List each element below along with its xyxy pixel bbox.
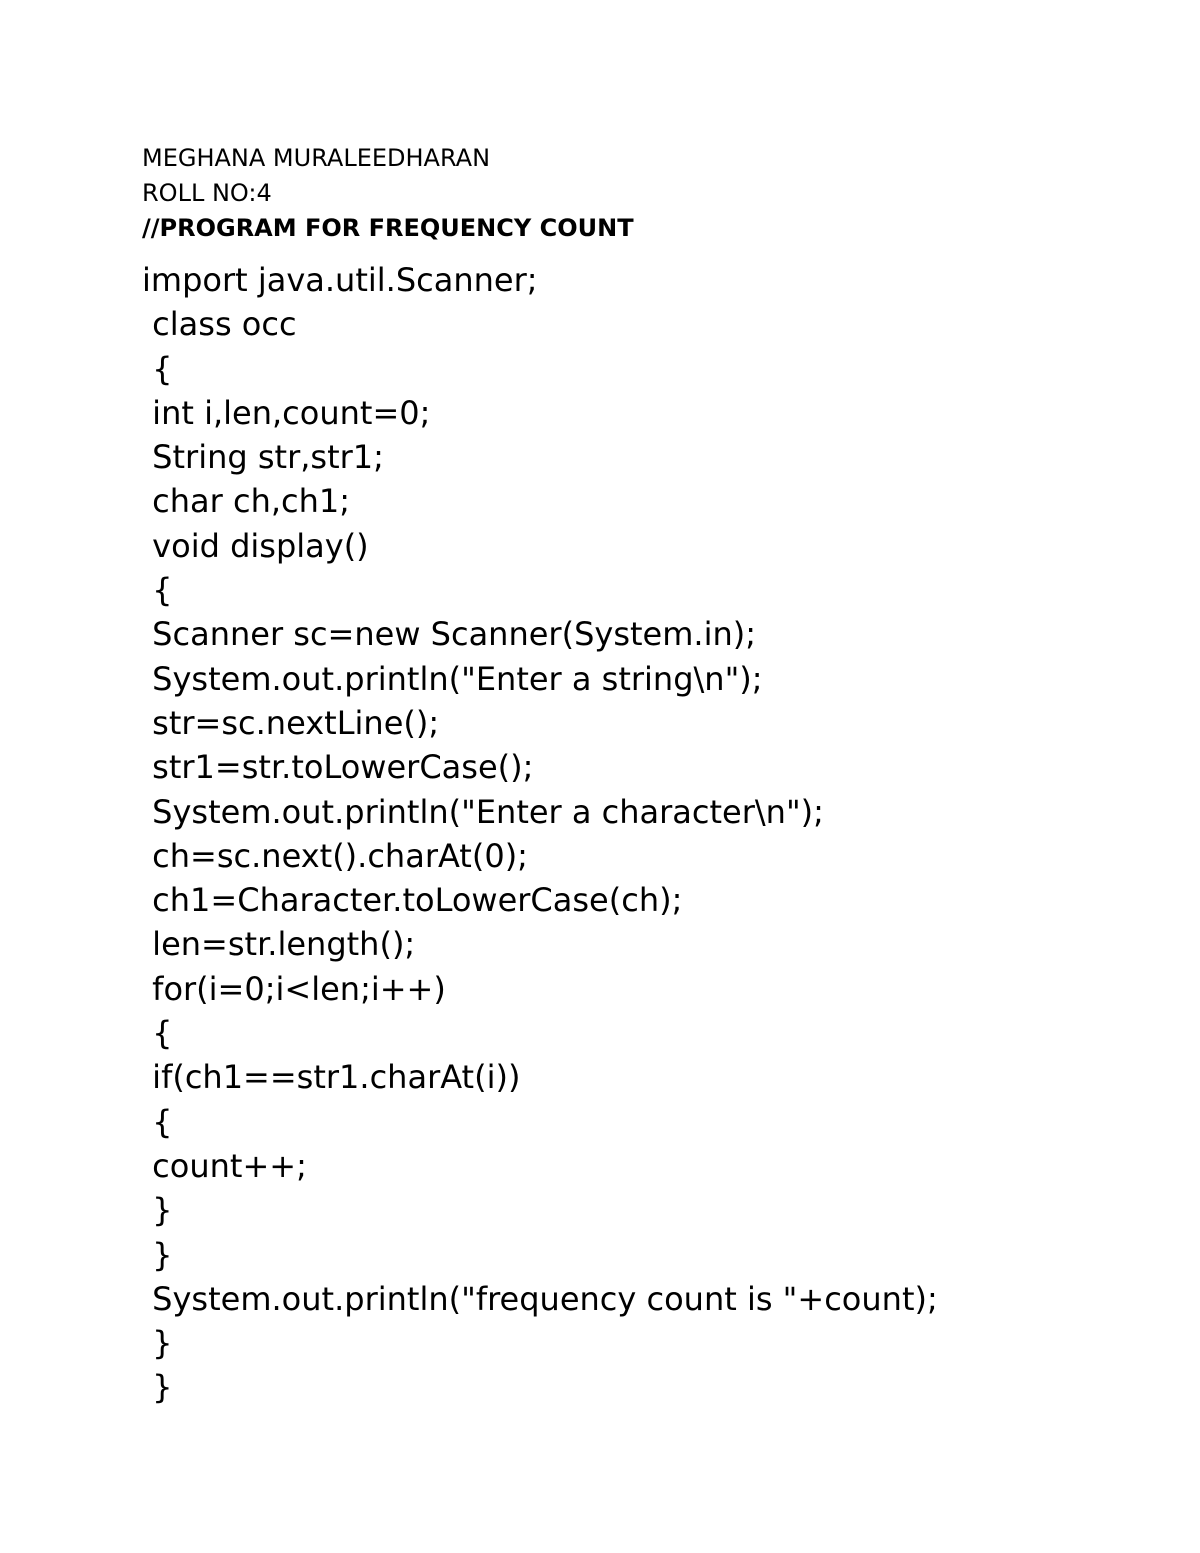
code-line: { [142,349,173,388]
code-line: int i,len,count=0; [142,393,431,432]
code-line: { [142,571,173,610]
roll-number: ROLL NO:4 [142,179,272,207]
code-line: if(ch1==str1.charAt(i)) [142,1058,521,1097]
code-line: ch=sc.next().charAt(0); [142,836,528,875]
code-line: { [142,1102,173,1141]
code-line: char ch,ch1; [142,482,351,521]
code-line: len=str.length(); [142,925,416,964]
code-line: } [142,1235,173,1274]
code-line: System.out.println("Enter a character\n"); [142,792,824,831]
code-listing [142,258,938,1410]
code-line: class occ [142,305,297,344]
code-line: ch1=Character.toLowerCase(ch); [142,881,683,920]
code-line: str=sc.nextLine(); [142,703,440,742]
program-title: //PROGRAM FOR FREQUENCY COUNT [142,214,634,242]
code-line: } [142,1324,173,1363]
code-line: import java.util.Scanner; [142,261,538,299]
author-name: MEGHANA MURALEEDHARAN [142,144,491,172]
code-line: count++; [142,1146,307,1185]
code-line: System.out.println("frequency count is "+count); [142,1279,938,1318]
code-line: void display() [142,526,369,565]
document-header [142,141,634,246]
code-line: System.out.println("Enter a string\n"); [142,659,763,698]
code-line: } [142,1191,173,1230]
code-line: String str,str1; [142,438,384,477]
code-line: } [142,1368,173,1407]
code-line: Scanner sc=new Scanner(System.in); [142,615,756,654]
code-line: { [142,1014,173,1053]
code-line: for(i=0;i<len;i++) [142,969,446,1008]
code-line: str1=str.toLowerCase(); [142,748,534,787]
